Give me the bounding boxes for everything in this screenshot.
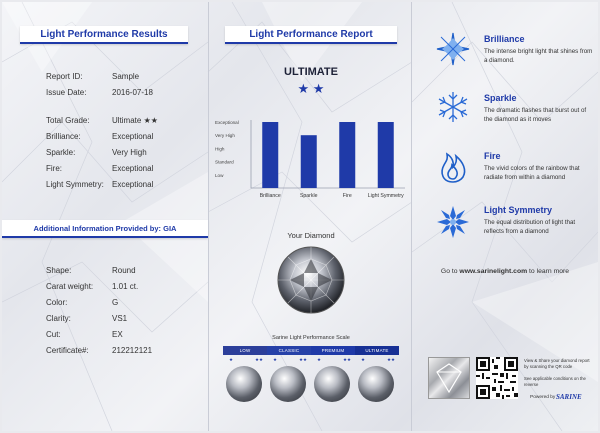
x-tick-label: Light Symmetry xyxy=(367,193,404,199)
feature-title: Brilliance xyxy=(484,34,525,44)
learn-more-prefix: Go to xyxy=(440,268,460,275)
scale-diamond-low xyxy=(226,366,262,402)
row-value: 2016-07-18 xyxy=(112,88,153,97)
hologram-sticker xyxy=(428,357,470,399)
feature-description: The intense bright light that shines from a diamond. xyxy=(484,48,593,64)
scale-ultimate: ULTIMATE xyxy=(355,346,399,355)
row-label: Report ID: xyxy=(46,72,83,81)
fire-icon xyxy=(438,148,468,184)
row-value: Very High xyxy=(112,148,147,157)
scale-low: LOW xyxy=(223,346,267,355)
learn-more-text xyxy=(412,268,598,275)
report-sheet xyxy=(2,2,598,431)
row-value: VS1 xyxy=(112,314,128,323)
x-tick-label: Brilliance xyxy=(259,193,281,199)
qr-instructions: View & Share your diamond report by scanning the QR code xyxy=(524,358,590,369)
row-label: Sparkle: xyxy=(46,148,76,157)
row-value: Exceptional xyxy=(112,180,154,189)
scale-star: ★ xyxy=(229,357,234,362)
feature-description: The equal distribution of light that reflects from a diamond xyxy=(484,219,576,235)
definitions-panel xyxy=(412,2,598,431)
your-diamond-label: Your Diamond xyxy=(287,231,335,240)
bar-brilliance xyxy=(262,122,278,188)
row-label: Fire: xyxy=(46,164,62,173)
qr-code[interactable] xyxy=(476,357,518,399)
row-label: Light Symmetry: xyxy=(46,180,104,189)
powered-by-label: Powered by xyxy=(530,395,556,400)
learn-more-suffix: to learn more xyxy=(527,268,570,275)
y-tick-label: High xyxy=(215,146,225,152)
scale-title: Sarine Light Performance Scale xyxy=(272,335,350,341)
row-label: Certificate#: xyxy=(46,346,89,355)
row-label: Total Grade: xyxy=(46,116,90,125)
report-title: Light Performance Report xyxy=(225,26,397,44)
sarine-logo: SARINE xyxy=(556,393,582,401)
scale-star: ★ xyxy=(273,357,278,362)
scale-star: ★ xyxy=(317,357,322,362)
y-tick-label: Exceptional xyxy=(215,120,239,125)
row-value: Exceptional xyxy=(112,164,154,173)
feature-title: Fire xyxy=(484,151,501,161)
row-value: EX xyxy=(112,330,123,339)
grade-stars: ★ ★ xyxy=(297,81,325,96)
row-label: Carat weight: xyxy=(46,282,94,291)
additional-info-title: Additional Information Provided by: GIA xyxy=(2,220,208,238)
feature-title: Light Symmetry xyxy=(484,205,553,215)
scale-classic: CLASSIC xyxy=(267,346,311,355)
scale-star: ★★ xyxy=(255,357,264,362)
feature-description: The vivid colors of the rainbow that radiate from within a diamond xyxy=(484,165,580,181)
scale-stars-row xyxy=(223,357,399,364)
row-value: 1.01 ct. xyxy=(112,282,139,291)
row-label: Shape: xyxy=(46,266,72,275)
scale-star: ★ xyxy=(361,357,366,362)
feature-title: Sparkle xyxy=(484,93,517,103)
row-value: Round xyxy=(112,266,136,275)
row-value: Exceptional xyxy=(112,132,154,141)
x-tick-label: Sparkle xyxy=(299,193,318,199)
light-symmetry-icon xyxy=(436,205,470,239)
performance-scale xyxy=(223,346,399,355)
sarine-light-link[interactable]: www.sarinelight.com xyxy=(459,268,528,275)
row-label: Clarity: xyxy=(46,314,71,323)
row-value: Sample xyxy=(112,72,140,81)
y-tick-label: Very High xyxy=(215,133,235,139)
x-tick-label: Fire xyxy=(342,193,352,199)
sarine-hologram-logo xyxy=(429,358,469,398)
row-label: Cut: xyxy=(46,330,61,339)
feature-description: The dramatic flashes that burst out of the diamond as it moves xyxy=(484,107,587,123)
y-tick-label: Standard xyxy=(215,159,234,165)
scale-premium: PREMIUM xyxy=(311,346,355,355)
light-performance-chart xyxy=(209,112,413,210)
row-label: Brilliance: xyxy=(46,132,81,141)
row-value: Ultimate ★★ xyxy=(112,116,158,125)
scale-star: ★★ xyxy=(299,357,308,362)
results-panel xyxy=(2,2,208,431)
scale-diamond-classic xyxy=(270,366,306,402)
diamond-image xyxy=(276,245,346,315)
results-title: Light Performance Results xyxy=(20,26,188,44)
row-value: 212212121 xyxy=(112,346,153,355)
row-value: G xyxy=(112,298,119,307)
scale-star: ★★ xyxy=(343,357,352,362)
row-label: Color: xyxy=(46,298,68,307)
sparkle-icon xyxy=(434,90,472,124)
grade-title: ULTIMATE xyxy=(284,66,338,78)
scale-diamond-ultimate xyxy=(358,366,394,402)
brilliance-icon xyxy=(436,32,470,66)
scale-star: ★★ xyxy=(387,357,396,362)
row-label: Issue Date: xyxy=(46,88,87,97)
scale-diamond-premium xyxy=(314,366,350,402)
y-tick-label: Low xyxy=(215,172,224,178)
bar-fire xyxy=(339,122,355,188)
bar-sparkle xyxy=(301,135,317,188)
bar-light-symmetry xyxy=(378,122,394,188)
qr-conditions: See applicable conditions on the reverse xyxy=(524,376,586,387)
report-panel xyxy=(208,2,412,431)
